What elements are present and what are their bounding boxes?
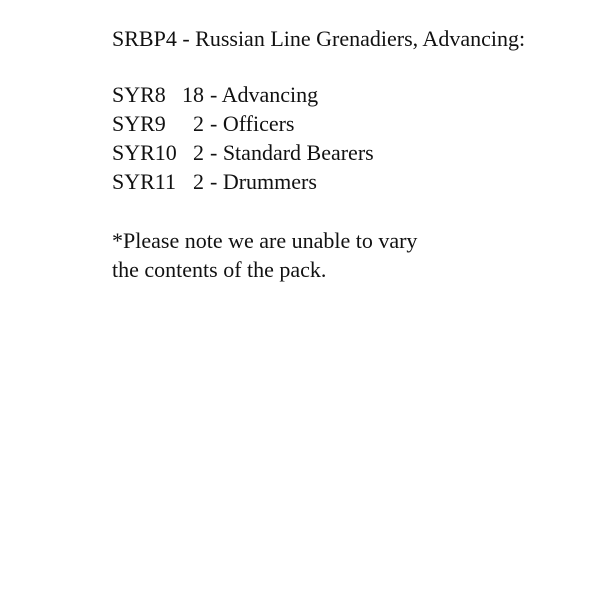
- item-quantity: 18: [182, 82, 204, 107]
- item-description: - Standard Bearers: [210, 140, 374, 165]
- item-quantity: 2: [193, 169, 204, 194]
- item-code: SYR10: [112, 140, 177, 165]
- item-code: SYR8: [112, 82, 166, 107]
- pack-title: SRBP4 - Russian Line Grenadiers, Advancing:: [112, 26, 526, 51]
- item-quantity: 2: [193, 111, 204, 136]
- item-description: - Advancing: [210, 82, 319, 107]
- note-line: *Please note we are unable to vary: [112, 228, 418, 253]
- item-code: SYR11: [112, 169, 176, 194]
- pack-note: [112, 226, 417, 284]
- item-code: SYR9: [112, 111, 166, 136]
- item-description: - Drummers: [210, 169, 317, 194]
- item-quantity: 2: [193, 140, 204, 165]
- note-line: the contents of the pack.: [112, 257, 327, 282]
- item-description: - Officers: [210, 111, 295, 136]
